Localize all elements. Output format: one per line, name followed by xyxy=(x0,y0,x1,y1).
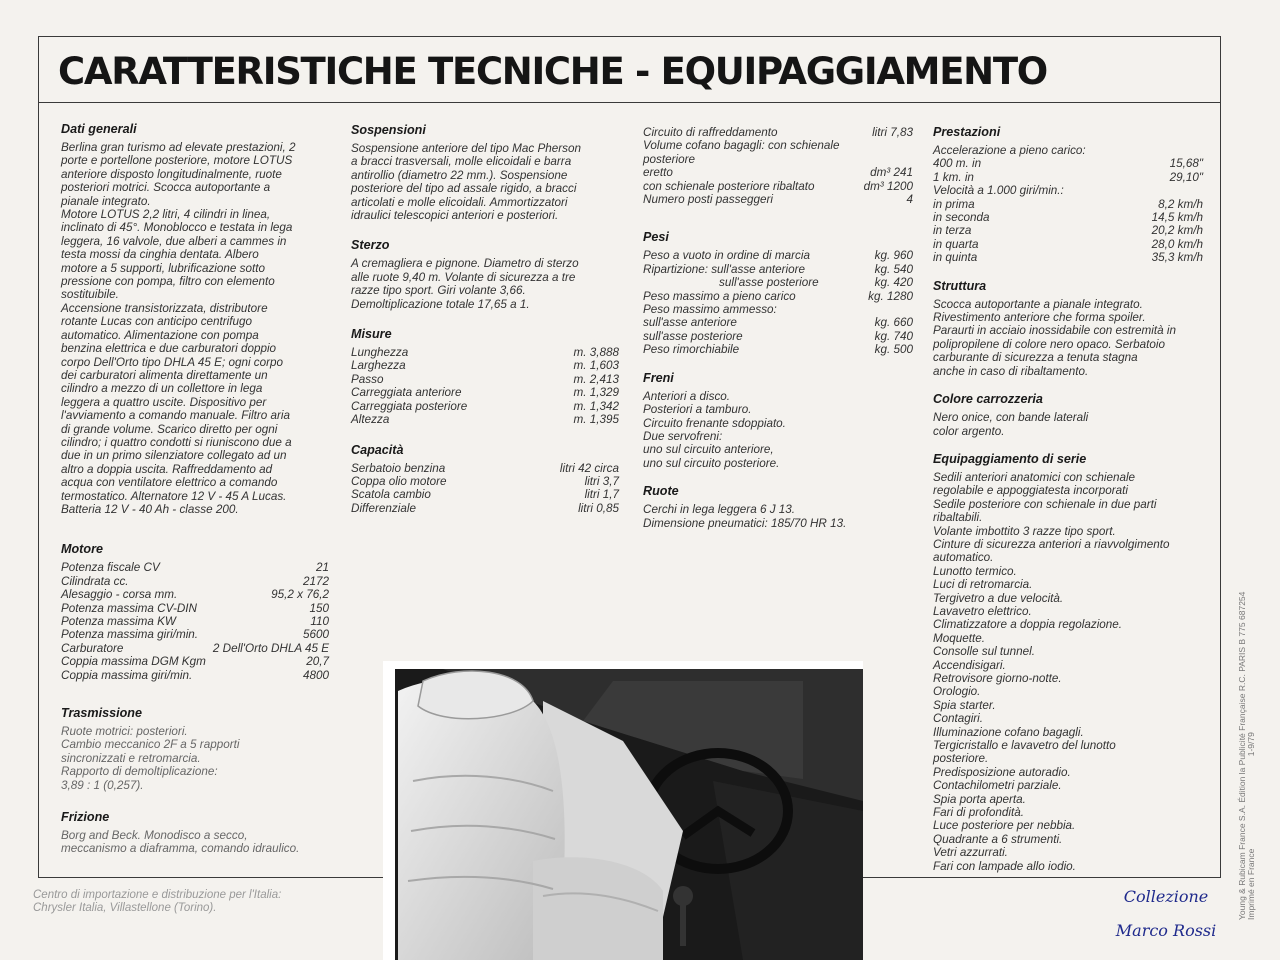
table-row xyxy=(643,153,913,166)
table-row xyxy=(643,330,913,343)
column-1 xyxy=(61,122,329,856)
freni-text: Anteriori a disco. Posteriori a tamburo. Circuito frenante sdoppiato. Due servofreni: uno sul circuito anteriore, uno sul circuito posteriore. xyxy=(643,389,786,470)
row-value: kg. 540 xyxy=(874,262,913,276)
row-value: 20,7 xyxy=(306,655,329,669)
row-label: Ripartizione: sull'asse anteriore xyxy=(643,262,806,276)
row-value: kg. 960 xyxy=(874,249,913,263)
row-label: Altezza xyxy=(351,413,390,427)
row-value: 14,5 km/h xyxy=(1151,211,1203,225)
row-label: Cilindrata cc. xyxy=(61,574,129,588)
interior-photo xyxy=(383,661,863,960)
section-title-capacita: Capacità xyxy=(351,442,404,457)
signature-line-1: Collezione xyxy=(1123,887,1209,906)
row-label: Larghezza xyxy=(351,359,406,373)
frizione-text: Borg and Beck. Monodisco a secco, meccanismo a diaframma, comando idraulico. xyxy=(61,829,300,856)
row-label: Numero posti passeggeri xyxy=(643,193,773,207)
table-row xyxy=(61,561,329,574)
row-value: m. 1,329 xyxy=(573,386,619,400)
row-label: Potenza massima giri/min. xyxy=(61,628,199,642)
section-title-ruote: Ruote xyxy=(643,484,679,499)
table-row xyxy=(933,251,1203,264)
table-row xyxy=(351,373,619,386)
row-value: litri 3,7 xyxy=(584,474,619,488)
row-value: 4800 xyxy=(302,668,329,682)
row-label: Accelerazione a pieno carico: xyxy=(933,144,1086,157)
table-row xyxy=(933,184,1203,197)
row-value: 28,0 km/h xyxy=(1151,237,1203,251)
row-label: Velocità a 1.000 giri/min.: xyxy=(933,184,1064,198)
table-row xyxy=(933,238,1203,251)
table-row xyxy=(933,171,1203,184)
car-interior-illustration xyxy=(383,661,863,960)
row-value: 35,3 km/h xyxy=(1151,251,1203,265)
row-label: Serbatoio benzina xyxy=(351,461,446,475)
table-row xyxy=(61,655,329,668)
table-row xyxy=(643,126,913,139)
printer-credit xyxy=(1237,500,1256,920)
row-value: 2 Dell'Orto DHLA 45 E xyxy=(212,641,329,655)
row-value: 21 xyxy=(315,561,329,575)
column-3 xyxy=(643,126,913,530)
table-row xyxy=(643,139,913,152)
table-row xyxy=(351,488,619,501)
signature-line-2: Marco Rossi xyxy=(1115,921,1217,940)
table-row xyxy=(351,462,619,475)
table-row xyxy=(61,642,329,655)
row-label: Coppia massima giri/min. xyxy=(61,668,193,682)
trasmissione-text: Ruote motrici: posteriori. Cambio meccanico 2F a 5 rapporti sincronizzati e retromarcia. Rapporto di demoltiplicazione: 3,89 : 1 (0,257). xyxy=(61,725,240,792)
table-row xyxy=(351,475,619,488)
row-value: 2172 xyxy=(302,574,329,588)
table-row xyxy=(61,588,329,601)
sterzo-text: A cremagliera e pignone. Diametro di sterzo alle ruote 9,40 m. Volante di sicurezza a tre razze tipo sport. Giri volante 3,66. Demoltiplicazione totale 17,65 a 1. xyxy=(351,257,579,311)
row-value: kg. 1280 xyxy=(868,289,913,303)
row-value: litri 1,7 xyxy=(584,488,619,502)
row-value: 110 xyxy=(310,615,329,628)
row-value: dm³ 241 xyxy=(870,166,913,180)
title-divider xyxy=(38,102,1221,103)
row-value: kg. 660 xyxy=(874,316,913,330)
ruote-text: Cerchi in lega leggera 6 J 13. Dimensione pneumatici: 185/70 HR 13. xyxy=(643,503,847,530)
printer-credit-line-2: Imprimé en France xyxy=(1246,848,1256,920)
prestazioni-table xyxy=(933,144,1203,265)
table-row xyxy=(61,628,329,641)
capacita-extra-table xyxy=(643,126,913,206)
row-value: kg. 420 xyxy=(874,276,913,290)
row-value: 15,68" xyxy=(1169,157,1203,171)
collection-signature xyxy=(1096,880,1236,948)
sospensioni-text: Sospensione anteriore del tipo Mac Pherson a bracci trasversali, molle elicoidali e barra antirollio (diametro 22 mm.). Sospensione posteriore del tipo ad assale rigido, a bracci articolati e molle elicoidali. Ammortizzatori idraulici telescopici anteriori e posteriori. xyxy=(351,142,581,223)
table-row xyxy=(933,198,1203,211)
row-value: 20,2 km/h xyxy=(1151,224,1203,238)
capacita-table xyxy=(351,462,619,516)
section-title-frizione: Frizione xyxy=(61,810,110,825)
row-label: Potenza massima CV-DIN xyxy=(61,601,197,615)
printer-credit-line-1: Young & Rubicam France S.A. Édition la Publicité Française R.C. PARIS B 775 687254 xyxy=(1237,591,1247,920)
row-label: Potenza massima KW xyxy=(61,615,176,628)
row-value: m. 1,395 xyxy=(573,413,619,427)
dati-generali-text: Berlina gran turismo ad elevate prestazioni, 2 porte e portellone posteriore, motore LOTUS anteriore disposto longitudinalmente, ruote posteriori motrici. Scocca autoportante a pianale integrato. Motore LOTUS 2,2 litri, 4 cilindri in linea, inclinato di 45°. Monoblocco e testata in lega leggera, 16 valvole, due alberi a cammes in testa mossi da cinghia dentata. Albero motore a 5 supporti, lubrificazione sotto pressione con pompa, filtro con elemento sostituibile. Accensione transistorizzata, distributore rotante Lucas con anticipo centrifugo automatico. Alimentazione con pompa benzina elettrica e due carburatori doppio corpo Dell'Orto tipo DHLA 45 E; ogni corpo dei carburatori alimenta direttamente un cilindro a mezzo di un collettore in lega leggera a quattro uscite. Dispositivo per l'avviamento a comando manuale. Filtro aria di grande volume. Scarico diretto per ogni cilindro; i quattro condotti si riuniscono due a due in un primo silenziatore collegato ad un altro a doppia uscita. Raffreddamento ad acqua con ventilatore elettrico a comando termostatico. Alternatore 12 V - 45 A Lucas. Batteria 12 V - 40 Ah - classe 200. xyxy=(61,141,296,516)
row-label: Coppa olio motore xyxy=(351,474,447,488)
equipaggiamento-text: Sedili anteriori anatomici con schienale regolabile e appoggiatesta incorporati Sedile posteriore con schienale in due parti ribaltabili. Volante imbottito 3 razze tipo sport. Cinture di sicurezza anteriori a riavvolgimento automatico. Lunotto termico. Luci di retromarcia. Tergivetro a due velocità. Lavavetro elettrico. Climatizzatore a doppia regolazione. Moquette. Consolle sul tunnel. Accendisigari. Retrovisore giorno-notte. Orologio. Spia starter. Contagiri. Illuminazione cofano bagagli. Tergicristallo e lavavetro del lunotto posteriore. Predisposizione autoradio. Contachilometri parziale. Spia porta aperta. Fari di profondità. Luce posteriore per nebbia. Quadrante a 6 strumenti. Vetri azzurrati. Fari con lampade allo iodio. xyxy=(933,470,1170,873)
section-title-sospensioni: Sospensioni xyxy=(351,123,426,137)
column-4 xyxy=(933,125,1203,873)
row-value: 29,10" xyxy=(1169,170,1203,184)
table-row xyxy=(933,224,1203,237)
section-title-colore-carrozzeria: Colore carrozzeria xyxy=(933,392,1043,407)
importer-note: Centro di importazione e distribuzione per l'Italia: Chrysler Italia, Villastellone (Torino). xyxy=(33,889,282,914)
table-row xyxy=(643,166,913,179)
table-row xyxy=(643,343,913,356)
row-label: Peso massimo ammesso: xyxy=(643,303,777,317)
row-label: Circuito di raffreddamento xyxy=(643,126,778,139)
table-row xyxy=(351,346,619,359)
table-row xyxy=(351,400,619,413)
row-value: kg. 500 xyxy=(874,343,913,357)
row-label: eretto xyxy=(643,166,673,180)
table-row xyxy=(643,249,913,262)
row-label: in quarta xyxy=(933,237,979,251)
section-title-dati-generali: Dati generali xyxy=(61,122,137,136)
motore-table xyxy=(61,561,329,682)
table-row xyxy=(933,144,1203,157)
table-row xyxy=(643,276,913,289)
row-label: 400 m. in xyxy=(933,157,982,171)
row-value: 150 xyxy=(309,601,329,615)
section-title-freni: Freni xyxy=(643,370,674,385)
row-value: 4 xyxy=(906,193,913,207)
row-value: 95,2 x 76,2 xyxy=(271,588,329,602)
misure-table xyxy=(351,346,619,426)
row-label: Volume cofano bagagli: con schienale xyxy=(643,139,840,153)
row-label: sull'asse posteriore xyxy=(643,329,743,343)
row-value: litri 42 circa xyxy=(559,461,619,475)
table-row xyxy=(61,669,329,682)
section-title-misure: Misure xyxy=(351,327,392,342)
row-label: Lunghezza xyxy=(351,346,409,360)
section-title-trasmissione: Trasmissione xyxy=(61,706,142,721)
row-label: Carreggiata anteriore xyxy=(351,386,462,400)
section-title-struttura: Struttura xyxy=(933,278,987,293)
row-label: Potenza fiscale CV xyxy=(61,561,160,575)
row-label: sull'asse posteriore xyxy=(719,276,819,290)
table-row xyxy=(643,316,913,329)
table-row xyxy=(61,615,329,628)
table-row xyxy=(643,180,913,193)
table-row xyxy=(351,502,619,515)
row-label: in terza xyxy=(933,224,972,238)
table-row xyxy=(351,386,619,399)
table-row xyxy=(61,602,329,615)
row-label: Carreggiata posteriore xyxy=(351,399,468,413)
row-label: con schienale posteriore ribaltato xyxy=(643,179,815,193)
column-2 xyxy=(351,123,619,515)
row-label: in seconda xyxy=(933,211,990,225)
table-row xyxy=(643,263,913,276)
printer-credit-line-3: 1-9/79 xyxy=(1246,732,1256,757)
row-label: Carburatore xyxy=(61,641,124,655)
row-label: 1 km. in xyxy=(933,170,974,184)
table-row xyxy=(61,575,329,588)
row-value: kg. 740 xyxy=(874,329,913,343)
table-row xyxy=(933,211,1203,224)
row-label: Peso massimo a pieno carico xyxy=(643,289,796,303)
row-label: Alesaggio - corsa mm. xyxy=(61,588,178,602)
page-title: CARATTERISTICHE TECNICHE - EQUIPAGGIAMENTO xyxy=(58,50,1047,93)
table-row xyxy=(933,157,1203,170)
table-row xyxy=(351,413,619,426)
row-value: m. 3,888 xyxy=(573,346,619,360)
row-label: in prima xyxy=(933,197,975,211)
table-row xyxy=(643,290,913,303)
row-value: m. 2,413 xyxy=(573,372,619,386)
row-label: Passo xyxy=(351,372,384,386)
table-row xyxy=(643,303,913,316)
row-label: sull'asse anteriore xyxy=(643,316,737,330)
row-value: 8,2 km/h xyxy=(1158,197,1203,211)
row-value: dm³ 1200 xyxy=(863,179,913,193)
row-value: litri 7,83 xyxy=(872,126,913,139)
row-label: Differenziale xyxy=(351,501,416,515)
row-value: 5600 xyxy=(302,628,329,642)
struttura-text: Scocca autoportante a pianale integrato. Rivestimento anteriore che forma spoiler. Paraurti in acciaio inossidabile con estremità in polipropilene di colore nero opaco. Serbatoio carburante di sicurezza a tenuta stagna anche in caso di ribaltamento. xyxy=(933,297,1176,378)
pesi-table xyxy=(643,249,913,356)
table-row xyxy=(351,359,619,372)
section-title-equipaggiamento: Equipaggiamento di serie xyxy=(933,451,1087,466)
section-title-motore: Motore xyxy=(61,542,103,557)
row-label: Peso a vuoto in ordine di marcia xyxy=(643,249,810,263)
row-label: posteriore xyxy=(643,152,695,166)
row-value: litri 0,85 xyxy=(578,501,619,515)
row-label: in quinta xyxy=(933,251,978,265)
row-value: m. 1,603 xyxy=(573,359,619,373)
table-row xyxy=(643,193,913,206)
row-label: Peso rimorchiabile xyxy=(643,343,740,357)
colore-carrozzeria-text: Nero onice, con bande laterali color argento. xyxy=(933,411,1089,438)
row-value: m. 1,342 xyxy=(573,399,619,413)
row-label: Scatola cambio xyxy=(351,488,431,502)
section-title-pesi: Pesi xyxy=(643,230,669,245)
row-label: Coppia massima DGM Kgm xyxy=(61,655,206,669)
section-title-prestazioni: Prestazioni xyxy=(933,125,1001,139)
section-title-sterzo: Sterzo xyxy=(351,238,390,253)
